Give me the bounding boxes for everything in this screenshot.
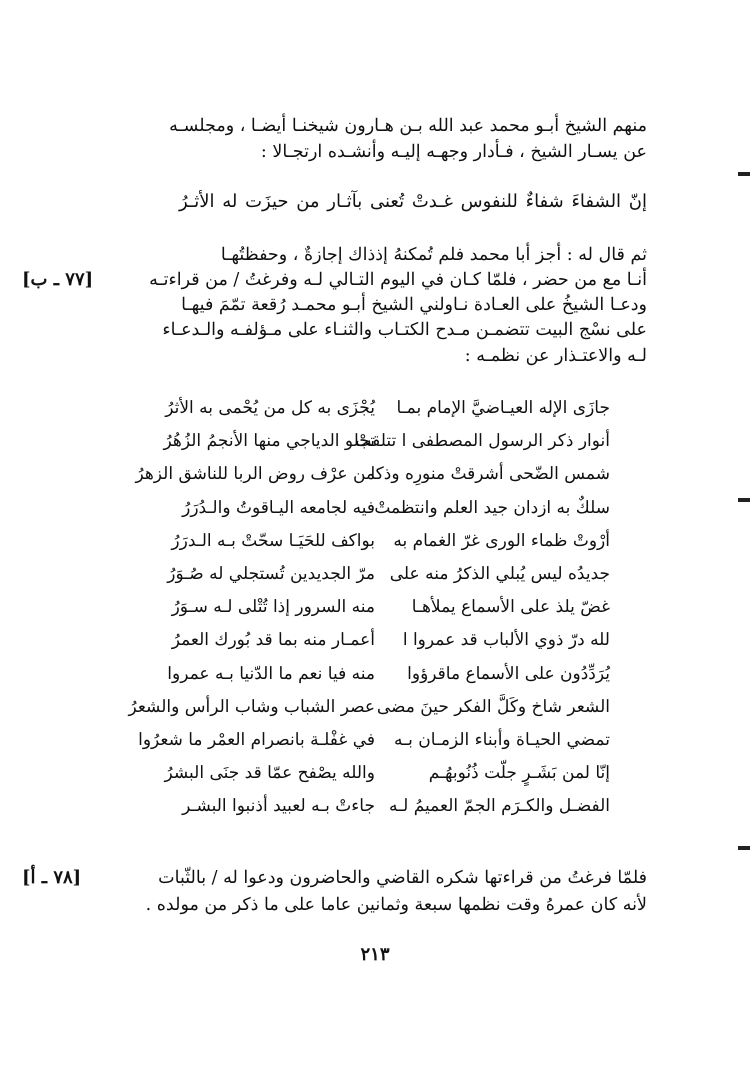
hemistich: جازَى الإله العيـاضيَّ الإمام بمـا: [396, 398, 610, 418]
hemistich: في غفْلـة بانصرام العمْر ما شعرُوا: [138, 730, 375, 751]
hemistich: منه السرور إذا تُتْلى لـه سـوَرُ: [171, 597, 375, 618]
poem-second-hemistichs: [110, 392, 375, 824]
paragraph-line: على نسْج البيت تتضمـن مـدح الكتـاب والثنـاء على مـؤلفـه والـدعـاء: [162, 320, 647, 340]
hemistich: إنّا لمن بَشَـرٍ جلّت ذُنُوبهُـم: [428, 763, 610, 784]
hemistich: أعمـار منه بما قد بُورك العمرُ: [171, 630, 375, 651]
paragraph-line: ثم قال له : أجز أبا محمد فلم تُمكنهُ إذذاك إجازةٌ ، وحفظتُهـا: [220, 245, 647, 265]
hemistich: غضّ يلذ على الأسماع يملأهـا: [411, 597, 610, 618]
hemistich: يُرَدِّدُون على الأسماع ماقرؤوا: [407, 663, 610, 684]
opening-verse: إنّ الشفاءَ شفاءٌ للنفوس غـدتْ تُعنى بآثـار من حيزَت له الأثـرُ: [179, 191, 647, 212]
hemistich: جديدُه ليس يُبلي الذكرُ منه على: [389, 564, 610, 585]
hemistich: يُجْزَى به كل من يُحْمى به الأثرُ: [165, 398, 375, 418]
page-number: ٢١٣: [360, 944, 390, 965]
scan-edge-mark: [738, 846, 750, 850]
scan-edge-mark: [738, 498, 750, 502]
paragraph-line: لـه والاعتـذار عن نظمـه :: [464, 346, 647, 366]
hemistich: أنوار ذكر الرسول المصطفى ا تتلقتْ: [355, 431, 610, 452]
hemistich: أرْوتْ ظماء الورى غرّ الغمام به: [393, 530, 610, 551]
hemistich: عصر الشباب وشاب الرأس والشعرُ: [128, 696, 375, 717]
hemistich: من عرْف روض الربا للناشق الزهرُ: [135, 464, 375, 485]
poem-first-hemistichs: [340, 392, 610, 824]
hemistich: الشعر شاخ وكَلَّ الفكر حينَ مضى: [376, 696, 610, 717]
paragraph-line: أنـا مع من حضر ، فلمّا كـان في اليوم التـالي لـه وفرغتُ / من قراءتـه: [149, 270, 647, 290]
hemistich: جاءتْ بـه لعبيد أذنبوا البشـر: [182, 796, 375, 817]
hemistich: تجلو الدياجي منها الأنجمُ الزُهُرُ: [163, 431, 375, 452]
hemistich: فيه لجامعه اليـاقوتُ والـدُرَرُ: [182, 497, 375, 518]
hemistich: مرّ الجديدين تُستجلي له صُـوَرُ: [167, 564, 375, 585]
paragraph-line: ودعـا الشيخُ على العـادة نـاولني الشيخ أبـو محمـد رُقعة تمّمَ فيهـا: [181, 295, 647, 315]
hemistich: الفضـل والكـرَم الجمّ العميمُ لـه: [389, 796, 610, 817]
paragraph-line: لأنه كان عمرهُ وقت نظمها سبعة وثمانين عاما على ما ذكر من مولده .: [145, 895, 647, 915]
folio-margin-note: [٧٨ ـ أ]: [22, 867, 82, 888]
scan-edge-mark: [738, 172, 750, 176]
hemistich: بواكف للحَيَـا سحّتْ بـه الـدرَرُ: [171, 530, 375, 551]
paragraph-line: فلمّا فرغتُ من قراءتها شكره القاضي والحاضرون ودعوا له / بالثّبات: [158, 868, 647, 888]
hemistich: منه فيا نعم ما الدّنيا بـه عمروا: [167, 663, 375, 684]
hemistich: لله درّ ذوي الألباب قد عمروا ا: [402, 630, 610, 651]
hemistich: شمس الضّحى أشرقتْ منورِه وذكا: [370, 464, 610, 485]
hemistich: تمضي الحيـاة وأبناء الزمـان بـه: [394, 730, 610, 751]
paragraph-line: عن يسـار الشيخ ، فـأدار وجهـه إليـه وأنشـده ارتجـالا :: [260, 142, 647, 162]
paragraph-line: منهم الشيخ أبـو محمد عبد الله بـن هـارون شيخنـا أيضـا ، ومجلسـه: [169, 116, 647, 136]
hemistich: والله يصْفح عمّا قد جنَى البشرُ: [164, 763, 375, 784]
hemistich: سلكٌ به ازدان جيد العلم وانتظمتْ: [374, 497, 610, 518]
folio-margin-note: [٧٧ ـ ب]: [22, 269, 94, 290]
